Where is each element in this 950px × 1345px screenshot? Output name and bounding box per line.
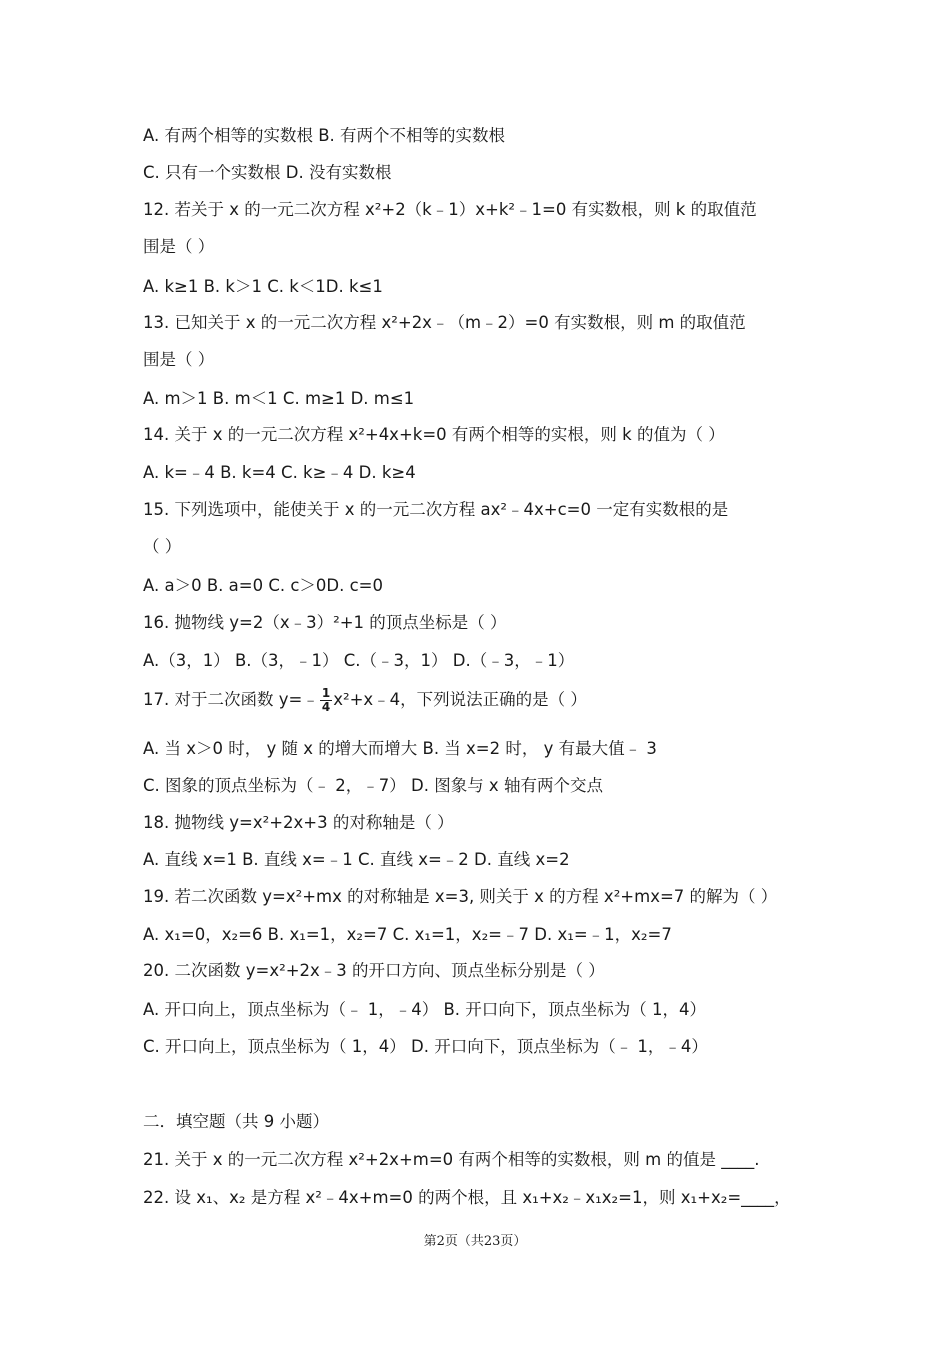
text-line-19: 18. 抛物线 y=x²+2x+3 的对称轴是（ ） bbox=[143, 813, 454, 832]
text-line-01: A. 有两个相等的实数根 B. 有两个不相等的实数根 bbox=[143, 126, 506, 145]
text-line-13: A. a＞0 B. a=0 C. c＞0D. c=0 bbox=[143, 576, 383, 595]
text-line-05: A. k≥1 B. k＞1 C. k＜1D. k≤1 bbox=[143, 277, 383, 296]
text-line-15: A.（3，1） B.（3，﹣1） C.（﹣3，1） D.（﹣3，﹣1） bbox=[143, 651, 575, 670]
page-footer: 第2页（共23页） bbox=[423, 1234, 527, 1249]
text-line-24: A. 开口向上，顶点坐标为（﹣ 1，﹣4） B. 开口向下，顶点坐标为（ 1，4） bbox=[143, 1000, 707, 1019]
text-line-03: 12. 若关于 x 的一元二次方程 x²+2（k﹣1）x+k²﹣1=0 有实数根，则 k 的取值范 bbox=[143, 200, 757, 219]
text-line-28: 22. 设 x₁、x₂ 是方程 x²﹣4x+m=0 的两个根，且 x₁+x₂﹣x₁x₂=1，则 x₁+x₂=____， bbox=[143, 1188, 791, 1207]
text-line-18: C. 图象的顶点坐标为（﹣ 2，﹣7） D. 图象与 x 轴有两个交点 bbox=[143, 776, 603, 795]
q17-after: x²+x﹣4，下列说法正确的是（ ） bbox=[333, 690, 587, 709]
text-line-22: A. x₁=0，x₂=6 B. x₁=1，x₂=7 C. x₁=1，x₂=﹣7 D. x₁=﹣1，x₂=7 bbox=[143, 925, 672, 944]
text-line-14: 16. 抛物线 y=2（x﹣3）²+1 的顶点坐标是（ ） bbox=[143, 613, 507, 632]
fraction-one-quarter bbox=[320, 687, 332, 714]
text-line-07: 围是（ ） bbox=[143, 350, 215, 369]
text-line-12: （ ） bbox=[143, 537, 182, 556]
text-line-10: A. k=﹣4 B. k=4 C. k≥﹣4 D. k≥4 bbox=[143, 463, 416, 482]
fraction-numerator: 1 bbox=[321, 686, 331, 700]
text-line-25: C. 开口向上，顶点坐标为（ 1，4） D. 开口向下，顶点坐标为（﹣ 1，﹣4） bbox=[143, 1037, 708, 1056]
text-line-11: 15. 下列选项中，能使关于 x 的一元二次方程 ax²﹣4x+c=0 一定有实数根的是 bbox=[143, 500, 729, 519]
text-line-20: A. 直线 x=1 B. 直线 x=﹣1 C. 直线 x=﹣2 D. 直线 x=2 bbox=[143, 850, 570, 869]
text-line-23: 20. 二次函数 y=x²+2x﹣3 的开口方向、顶点坐标分别是（ ） bbox=[143, 961, 605, 980]
question-17-line bbox=[143, 683, 587, 717]
text-line-27: 21. 关于 x 的一元二次方程 x²+2x+m=0 有两个相等的实数根，则 m 的值是 ____. bbox=[143, 1150, 760, 1169]
text-line-04: 围是（ ） bbox=[143, 237, 215, 256]
text-line-08: A. m＞1 B. m＜1 C. m≥1 D. m≤1 bbox=[143, 389, 415, 408]
text-line-02: C. 只有一个实数根 D. 没有实数根 bbox=[143, 163, 392, 182]
section-heading: 二．填空题（共 9 小题） bbox=[143, 1112, 329, 1131]
text-line-21: 19. 若二次函数 y=x²+mx 的对称轴是 x=3, 则关于 x 的方程 x²+mx=7 的解为（ ） bbox=[143, 887, 778, 906]
text-line-09: 14. 关于 x 的一元二次方程 x²+4x+k=0 有两个相等的实根，则 k 的值为（ ） bbox=[143, 425, 725, 444]
text-line-06: 13. 已知关于 x 的一元二次方程 x²+2x﹣（m﹣2）=0 有实数根，则 m 的取值范 bbox=[143, 313, 746, 332]
q17-before: 17. 对于二次函数 y=﹣ bbox=[143, 690, 319, 709]
text-line-17: A. 当 x＞0 时， y 随 x 的增大而增大 B. 当 x=2 时， y 有最大值﹣ 3 bbox=[143, 739, 657, 758]
fraction-denominator: 4 bbox=[321, 700, 331, 714]
